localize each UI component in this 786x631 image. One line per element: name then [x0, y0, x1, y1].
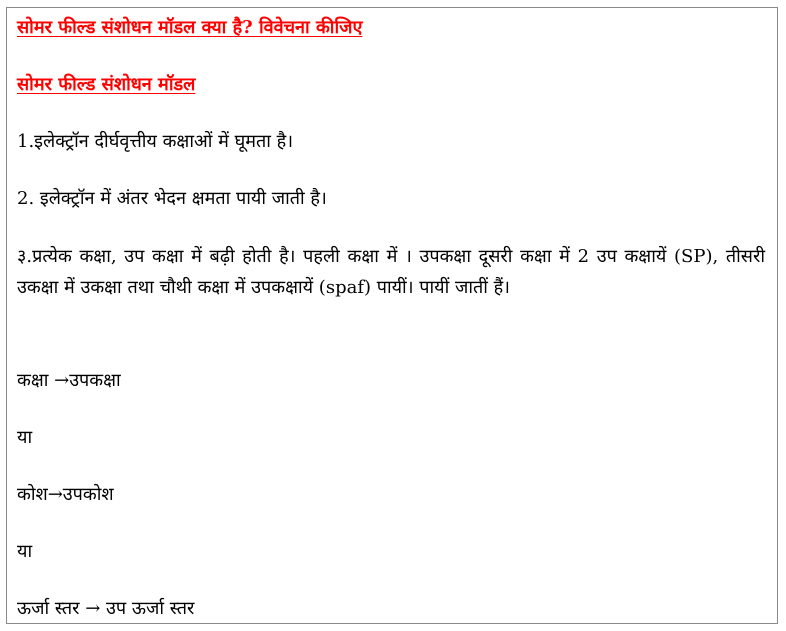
relation-energy-level: ऊर्जा स्तर → उप ऊर्जा स्तर [17, 598, 195, 619]
or-text-2: या [17, 541, 33, 562]
section-heading: सोमर फील्ड संशोधन मॉडल [17, 74, 196, 95]
point-1: 1.इलेक्ट्रॉन दीर्घवृत्तीय कक्षाओं में घूमता है। [17, 131, 294, 152]
relation-shell-subshell: कोश→उपकोश [17, 484, 114, 505]
or-text-1: या [17, 427, 33, 448]
document-frame [6, 7, 778, 624]
point-2: 2. इलेक्ट्रॉन में अंतर भेदन क्षमता पायी जाती है। [17, 188, 327, 209]
relation-orbit-suborbit: कक्षा →उपकक्षा [17, 370, 121, 391]
question-heading: सोमर फील्ड संशोधन मॉडल क्या है? विवेचना कीजिए [17, 17, 363, 38]
point-3: ३.प्रत्येक कक्षा, उप कक्षा में बढ़ी होती है। पहली कक्षा में । उपकक्षा दूसरी कक्षा में 2 उप कक्षायें (SP), तीसरी उकक्षा में उकक्षा तथा चौथी कक्षा में उपकक्षायें (spaf) पायीं। पायीं जातीं हैं। [17, 246, 765, 298]
